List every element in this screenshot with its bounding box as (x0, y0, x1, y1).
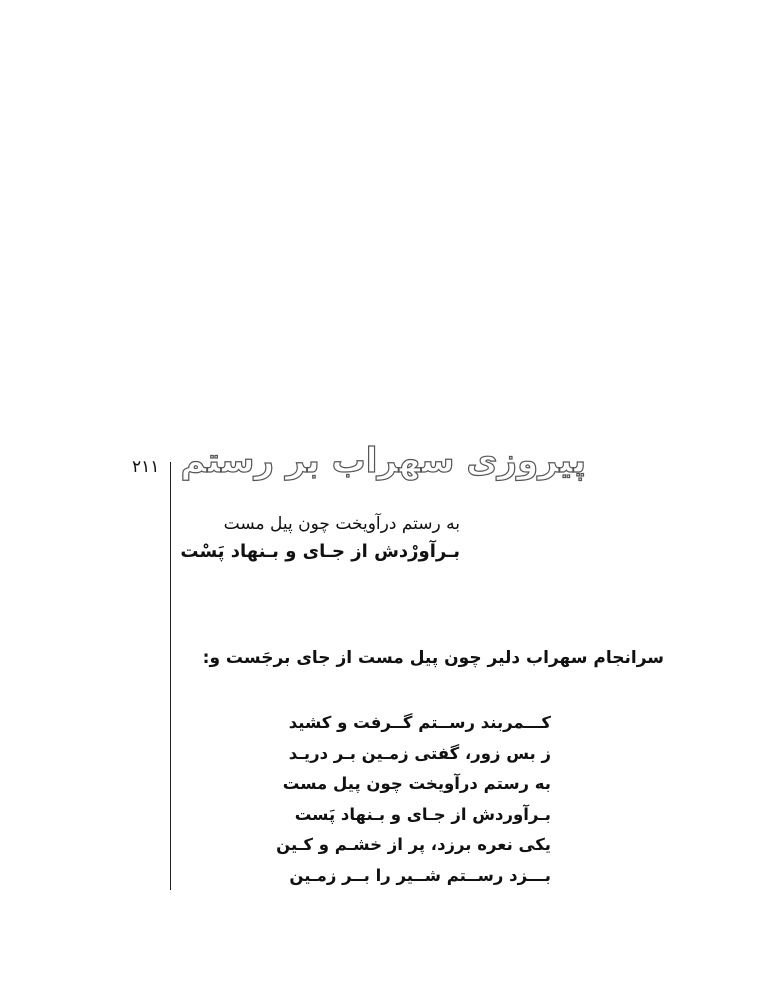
margin-rule (170, 462, 171, 890)
verse-line: بـــزد رســتم شــیر را بــر زمـین (289, 865, 551, 885)
verse-line: به رستم درآویخت چون پیل مست (282, 774, 551, 793)
intro-couplet-line: به رستم درآویخت چون پیل مست (223, 514, 460, 534)
verse-line: یکی نعره برزد، پر از خشـم و کـین (276, 835, 551, 854)
verse-line: کـــمربند رســتم گــرفت و کشید (288, 713, 551, 732)
verse-line: بـرآوردش از جـای و بـنهاد پَست (294, 804, 551, 824)
verse-block (276, 708, 551, 891)
page-number: ۲۱۱ (132, 457, 160, 477)
chapter-title: پیروزی سهراب بر رستم (180, 441, 586, 481)
intro-couplet-line: بـرآورْدش از جـای و بـنهاد پَسْت (180, 541, 460, 562)
prose-paragraph: سرانجام سهراب دلیر چون پیل مست از جای برجَست و: (202, 648, 664, 668)
verse-line: ز بس زور، گفتی زمـین بـر دریـد (288, 743, 551, 763)
intro-couplet (180, 510, 460, 566)
